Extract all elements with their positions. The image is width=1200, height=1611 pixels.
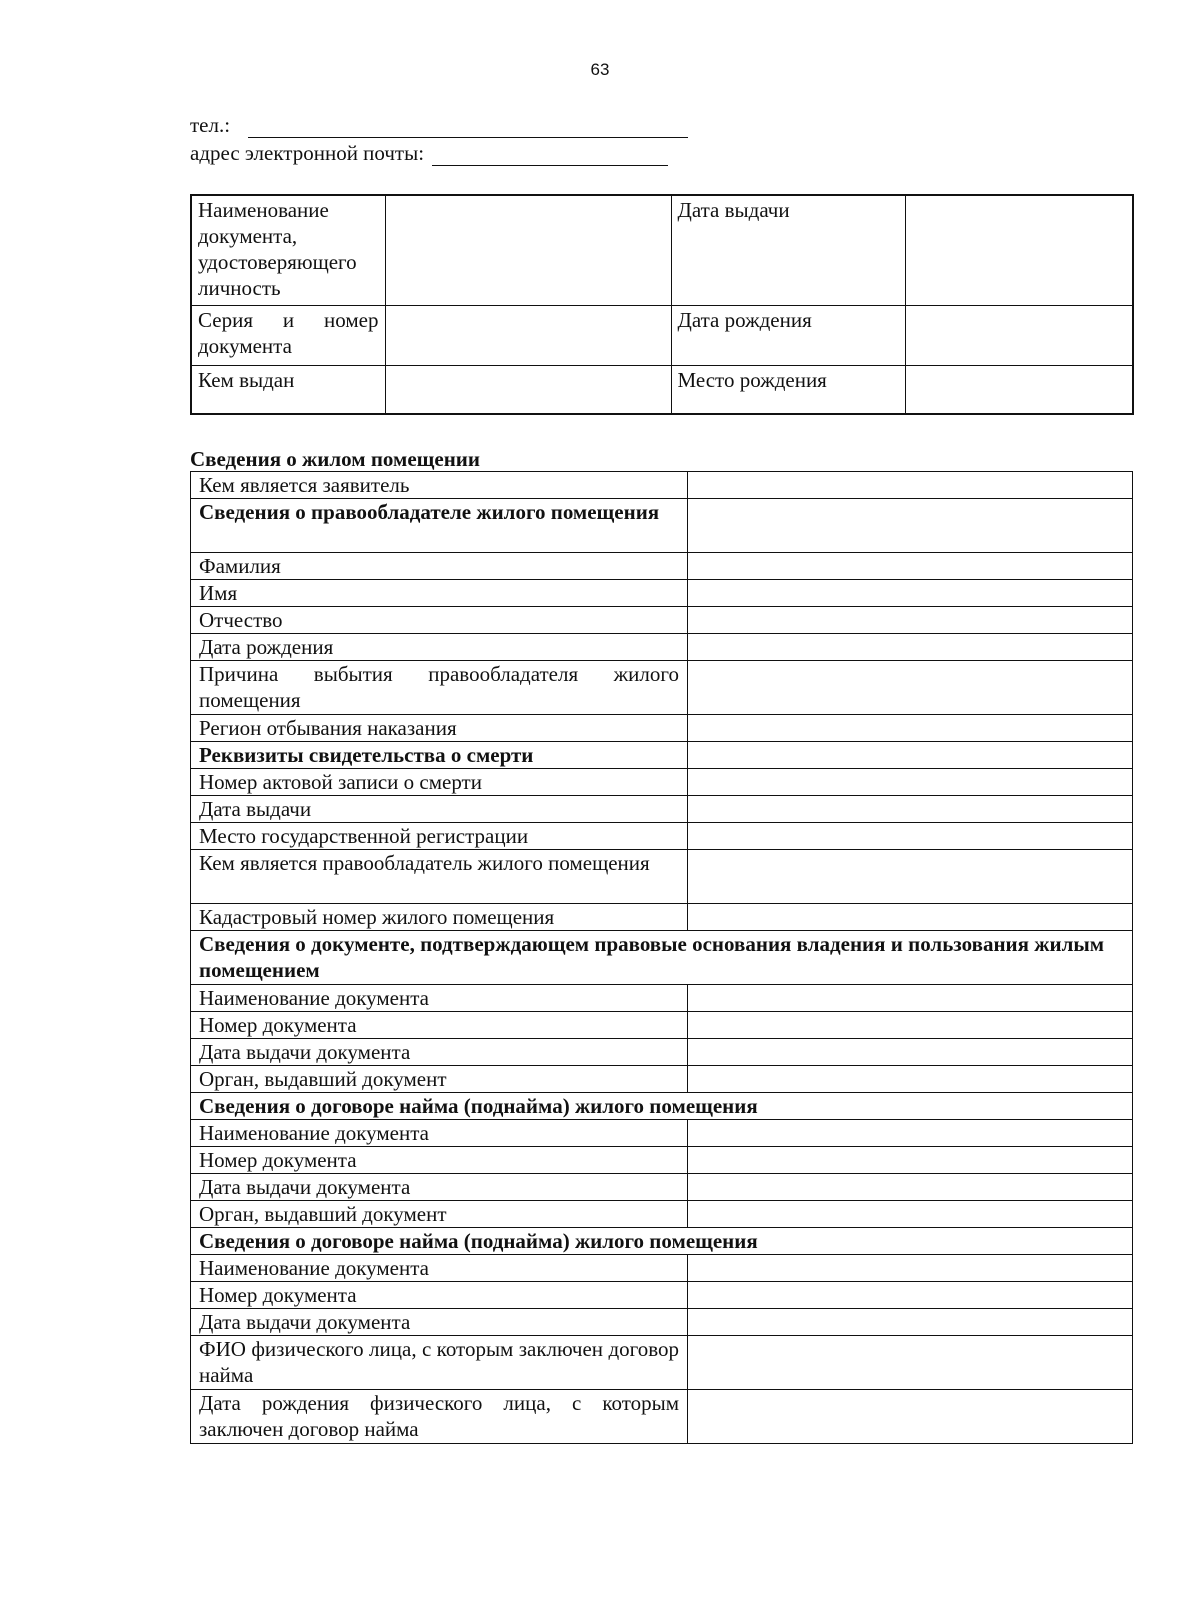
table-row bbox=[191, 715, 1133, 742]
birth-date-label: Дата рождения bbox=[671, 305, 905, 365]
field-value-cell[interactable] bbox=[688, 1039, 1133, 1066]
field-value-cell[interactable] bbox=[688, 715, 1133, 742]
series-number-label-cell bbox=[191, 305, 385, 365]
table-row bbox=[191, 499, 1133, 553]
table-row bbox=[191, 769, 1133, 796]
series-number-label-line2: документа bbox=[198, 333, 292, 358]
field-value-cell[interactable] bbox=[688, 499, 1133, 553]
table-row bbox=[191, 1120, 1133, 1147]
field-value-cell[interactable] bbox=[688, 1309, 1133, 1336]
field-label: Дата выдачи документа bbox=[191, 1039, 688, 1066]
field-value-cell[interactable] bbox=[688, 1201, 1133, 1228]
field-value-cell[interactable] bbox=[688, 1120, 1133, 1147]
field-label: Кем является заявитель bbox=[191, 472, 688, 499]
table-row bbox=[191, 1093, 1133, 1120]
phone-blank-field[interactable] bbox=[248, 117, 688, 138]
field-label: Кем является правообладатель жилого помещения bbox=[191, 850, 688, 904]
table-row bbox=[191, 1147, 1133, 1174]
field-label: Отчество bbox=[191, 607, 688, 634]
table-row bbox=[191, 931, 1133, 985]
field-value-cell[interactable] bbox=[688, 1282, 1133, 1309]
table-row bbox=[191, 796, 1133, 823]
field-label: Дата выдачи bbox=[191, 796, 688, 823]
field-value-cell[interactable] bbox=[688, 796, 1133, 823]
field-value-cell[interactable] bbox=[688, 904, 1133, 931]
table-row bbox=[191, 904, 1133, 931]
field-value-cell[interactable] bbox=[688, 472, 1133, 499]
table-row bbox=[191, 661, 1133, 715]
field-value-cell[interactable] bbox=[688, 1390, 1133, 1444]
table-row bbox=[191, 1282, 1133, 1309]
field-label: Фамилия bbox=[191, 553, 688, 580]
field-value-cell[interactable] bbox=[688, 1147, 1133, 1174]
series-number-value-cell[interactable] bbox=[385, 305, 671, 365]
doc-name-value-cell[interactable] bbox=[385, 195, 671, 305]
field-value-cell[interactable] bbox=[688, 1012, 1133, 1039]
table-row bbox=[191, 1012, 1133, 1039]
field-label: Сведения о правообладателе жилого помещения bbox=[191, 499, 688, 553]
section-header-cell: Сведения о договоре найма (поднайма) жилого помещения bbox=[191, 1228, 1133, 1255]
field-value-cell[interactable] bbox=[688, 823, 1133, 850]
issued-by-label: Кем выдан bbox=[191, 365, 385, 414]
table-row bbox=[191, 1336, 1133, 1390]
field-label: Номер документа bbox=[191, 1012, 688, 1039]
field-label: Регион отбывания наказания bbox=[191, 715, 688, 742]
table-row bbox=[191, 1066, 1133, 1093]
field-label: Причина выбытия правообладателя жилого помещения bbox=[191, 661, 688, 715]
field-value-cell[interactable] bbox=[688, 742, 1133, 769]
housing-info-table bbox=[190, 471, 1133, 1444]
table-row bbox=[191, 472, 1133, 499]
field-value-cell[interactable] bbox=[688, 1336, 1133, 1390]
field-label: Номер актовой записи о смерти bbox=[191, 769, 688, 796]
table-row bbox=[191, 1390, 1133, 1444]
email-blank-field[interactable] bbox=[432, 145, 668, 166]
field-value-cell[interactable] bbox=[688, 580, 1133, 607]
field-label: Дата выдачи документа bbox=[191, 1174, 688, 1201]
email-line bbox=[190, 140, 668, 166]
field-label: Наименование документа bbox=[191, 1120, 688, 1147]
section-header-cell: Сведения о договоре найма (поднайма) жилого помещения bbox=[191, 1093, 1133, 1120]
issue-date-label: Дата выдачи bbox=[671, 195, 905, 305]
table-row bbox=[191, 1309, 1133, 1336]
field-value-cell[interactable] bbox=[688, 553, 1133, 580]
issued-by-value-cell[interactable] bbox=[385, 365, 671, 414]
field-value-cell[interactable] bbox=[688, 1066, 1133, 1093]
field-label: Номер документа bbox=[191, 1282, 688, 1309]
field-value-cell[interactable] bbox=[688, 634, 1133, 661]
page-number: 63 bbox=[590, 60, 610, 79]
field-value-cell[interactable] bbox=[688, 607, 1133, 634]
identity-document-table bbox=[190, 194, 1134, 415]
field-label: Орган, выдавший документ bbox=[191, 1066, 688, 1093]
field-label: Наименование документа bbox=[191, 985, 688, 1012]
phone-line bbox=[190, 112, 688, 138]
field-value-cell[interactable] bbox=[688, 769, 1133, 796]
field-label: Дата рождения bbox=[191, 634, 688, 661]
housing-section-title: Сведения о жилом помещении bbox=[190, 447, 480, 471]
table-row bbox=[191, 553, 1133, 580]
table-row bbox=[191, 607, 1133, 634]
field-label: Место государственной регистрации bbox=[191, 823, 688, 850]
field-label: Имя bbox=[191, 580, 688, 607]
field-label: Орган, выдавший документ bbox=[191, 1201, 688, 1228]
birth-place-label: Место рождения bbox=[671, 365, 905, 414]
table-row bbox=[191, 742, 1133, 769]
table-row bbox=[191, 195, 1133, 305]
table-row bbox=[191, 634, 1133, 661]
table-row bbox=[191, 823, 1133, 850]
field-label: Наименование документа bbox=[191, 1255, 688, 1282]
table-row bbox=[191, 1255, 1133, 1282]
email-label: адрес электронной почты: bbox=[190, 141, 425, 165]
table-row bbox=[191, 580, 1133, 607]
table-row bbox=[191, 985, 1133, 1012]
field-label: Номер документа bbox=[191, 1147, 688, 1174]
table-row bbox=[191, 1039, 1133, 1066]
table-row bbox=[191, 850, 1133, 904]
birth-place-value-cell[interactable] bbox=[905, 365, 1133, 414]
table-row bbox=[191, 1201, 1133, 1228]
field-value-cell[interactable] bbox=[688, 1174, 1133, 1201]
section-header-cell: Сведения о документе, подтверждающем правовые основания владения и пользования жилым помещением bbox=[191, 931, 1133, 985]
field-label: Дата рождения физического лица, с которым заключен договор найма bbox=[191, 1390, 688, 1444]
birth-date-value-cell[interactable] bbox=[905, 305, 1133, 365]
doc-name-label: Наименование документа, удостоверяющего личность bbox=[191, 195, 385, 305]
field-label: Реквизиты свидетельства о смерти bbox=[191, 742, 688, 769]
field-label: Дата выдачи документа bbox=[191, 1309, 688, 1336]
field-value-cell[interactable] bbox=[688, 1255, 1133, 1282]
field-value-cell[interactable] bbox=[688, 850, 1133, 904]
field-label: Кадастровый номер жилого помещения bbox=[191, 904, 688, 931]
series-number-label-line1: Серия и номер bbox=[198, 307, 379, 332]
phone-label: тел.: bbox=[190, 113, 231, 137]
field-value-cell[interactable] bbox=[688, 661, 1133, 715]
table-row bbox=[191, 1174, 1133, 1201]
field-value-cell[interactable] bbox=[688, 985, 1133, 1012]
issue-date-value-cell[interactable] bbox=[905, 195, 1133, 305]
table-row bbox=[191, 305, 1133, 365]
field-label: ФИО физического лица, с которым заключен договор найма bbox=[191, 1336, 688, 1390]
table-row bbox=[191, 1228, 1133, 1255]
table-row bbox=[191, 365, 1133, 414]
